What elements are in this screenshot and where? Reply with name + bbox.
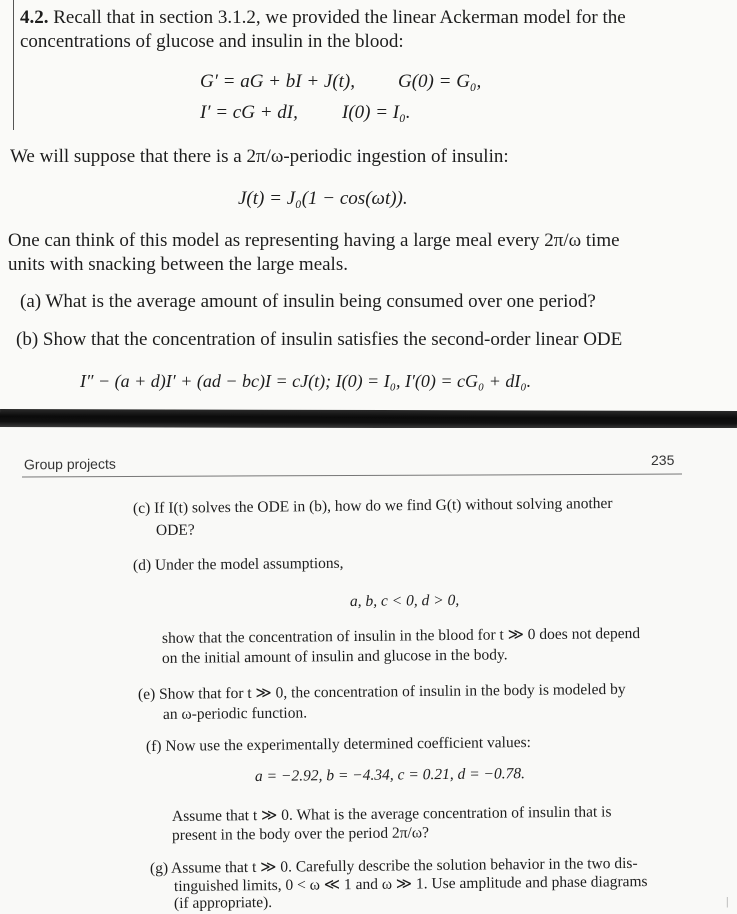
- part-g-line-1: (g) Assume that t ≫ 0. Carefully describe the solution behavior in the two dis-: [149, 854, 638, 877]
- equation-insulin: I′ = cG + dI,: [200, 102, 298, 123]
- part-c-line-2: ODE?: [155, 521, 195, 539]
- part-e-line-1: (e) Show that for t ≫ 0, the concentration of insulin in the body is modeled by: [137, 680, 626, 703]
- periodic-ingestion-text: We will suppose that there is a 2π/ω-periodic ingestion of insulin:: [10, 146, 509, 167]
- part-g-line-2: tinguished limits, 0 < ω ≪ 1 and ω ≫ 1. Use amplitude and phase diagrams: [173, 873, 648, 895]
- problem-intro-line-2: concentrations of glucose and insulin in the blood:: [20, 31, 404, 52]
- part-d-text-line-2: on the initial amount of insulin and glucose in the body.: [161, 646, 508, 667]
- part-g-line-3: (if appropriate).: [173, 893, 273, 912]
- equation-second-order-ode: I″ − (a + d)I′ + (ad − bc)I = cJ(t); I(0) = I₀, I′(0) = cG₀ + dI₀.: [80, 371, 532, 391]
- page-number: 235: [651, 452, 675, 468]
- equation-ingestion: J(t) = J₀(1 − cos(ωt)).: [238, 188, 408, 209]
- problem-number: 4.2.: [20, 7, 49, 28]
- part-c-line-1: (c) If I(t) solves the ODE in (b), how do we find G(t) without solving another: [132, 494, 613, 517]
- part-b: (b) Show that the concentration of insulin satisfies the second-order linear ODE: [16, 329, 623, 350]
- coefficient-values: a = −2.92, b = −4.34, c = 0.21, d = −0.78.: [254, 765, 526, 785]
- equation-insulin-initial: I(0) = I₀.: [342, 102, 411, 123]
- assume-line-2: present in the body over the period 2π/ω?: [171, 824, 429, 844]
- assume-line-1: Assume that t ≫ 0. What is the average concentration of insulin that is: [171, 803, 612, 825]
- problem-intro-line-1: 4.2. Recall that in section 3.1.2, we provided the linear Ackerman model for the: [20, 7, 626, 28]
- part-e-line-2: an ω-periodic function.: [162, 704, 308, 723]
- part-f: (f) Now use the experimentally determined coefficient values:: [145, 733, 531, 755]
- part-a: (a) What is the average amount of insulin being consumed over one period?: [20, 291, 596, 312]
- meal-text-line-2: units with snacking between the large meals.: [8, 254, 348, 275]
- equation-glucose: G′ = aG + bI + J(t),: [200, 71, 356, 92]
- left-margin-rule: [13, 0, 14, 130]
- part-d-conditions: a, b, c < 0, d > 0,: [349, 591, 460, 610]
- equation-glucose-initial: G(0) = G₀,: [398, 71, 482, 92]
- meal-text-line-1: One can think of this model as representing having a large meal every 2π/ω time: [8, 230, 620, 251]
- part-d: (d) Under the model assumptions,: [132, 554, 344, 574]
- running-header-title: Group projects: [23, 455, 116, 473]
- part-d-text-line-1: show that the concentration of insulin in the blood for t ≫ 0 does not depend: [161, 624, 641, 647]
- scan-divider-bar: [0, 409, 737, 429]
- scan-edge-mark: |: [726, 894, 729, 908]
